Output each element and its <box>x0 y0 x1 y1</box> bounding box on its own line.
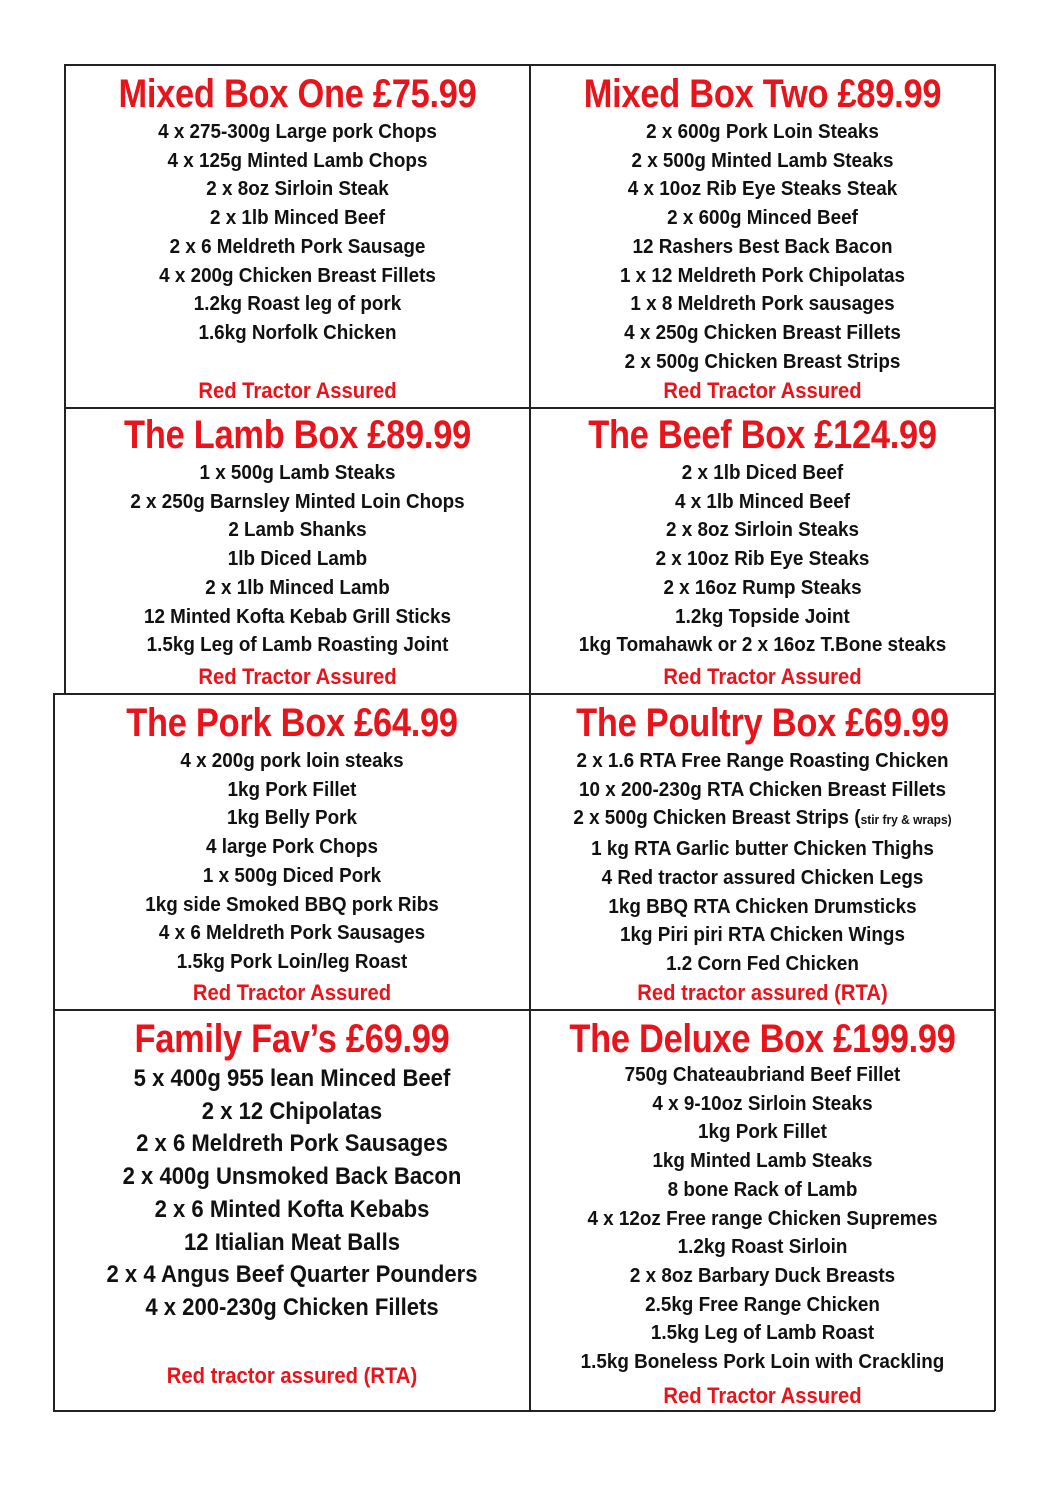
list-item: 4 Red tractor assured Chicken Legs <box>601 865 924 889</box>
item-list <box>531 747 994 979</box>
list-item: 1 kg RTA Garlic butter Chicken Thighs <box>591 837 934 861</box>
item-list <box>531 118 994 376</box>
box-title: The Lamb Box £89.99 <box>124 413 471 457</box>
box-title: The Pork Box £64.99 <box>126 701 458 745</box>
list-item: 2 x 1lb Minced Beef <box>209 206 386 230</box>
list-item: 4 x 275-300g Large pork Chops <box>158 120 437 143</box>
item-note: stir fry & wraps) <box>860 812 952 828</box>
list-item: 4 x 12oz Free range Chicken Supremes <box>587 1206 938 1230</box>
list-item: 1kg Pork Fillet <box>227 777 357 801</box>
list-item: 1 x 500g Lamb Steaks <box>199 461 396 484</box>
list-item: 2 x 8oz Sirloin Steaks <box>666 518 859 542</box>
box-pork <box>55 695 529 1009</box>
list-item: 4 x 6 Meldreth Pork Sausages <box>158 921 426 945</box>
list-item: 1kg Minted Lamb Steaks <box>652 1149 873 1173</box>
list-item: 4 x 9-10oz Sirloin Steaks <box>652 1091 873 1115</box>
grid-line-right <box>994 64 996 1411</box>
list-item: 10 x 200-230g RTA Chicken Breast Fillets <box>579 777 946 801</box>
list-item: 1kg side Smoked BBQ pork Ribs <box>145 892 439 916</box>
list-item: 1kg BBQ RTA Chicken Drumsticks <box>608 894 917 918</box>
item-text: 2 x 500g Chicken Breast Strips ( <box>573 806 861 830</box>
item-list <box>531 1061 994 1377</box>
list-item: 1 x 12 Meldreth Pork Chipolatas <box>619 263 906 287</box>
box-mixed-two <box>531 66 994 407</box>
grid-line-bottom <box>53 1410 995 1412</box>
list-item: 2 x 600g Pork Loin Steaks <box>646 120 879 143</box>
list-item: 12 Rashers Best Back Bacon <box>632 234 893 258</box>
box-title: The Deluxe Box £199.99 <box>569 1017 956 1061</box>
assurance-label: Red tractor assured (RTA) <box>637 980 888 1005</box>
list-item: 2 x 1lb Minced Lamb <box>205 575 390 599</box>
list-item: 2 x 8oz Barbary Duck Breasts <box>629 1263 896 1287</box>
box-title: Mixed Box Two £89.99 <box>583 72 942 116</box>
list-item: 2 x 10oz Rib Eye Steaks <box>655 547 870 571</box>
box-lamb <box>66 409 529 693</box>
list-item: 1.5kg Pork Loin/leg Roast <box>176 949 408 973</box>
assurance-label: Red Tractor Assured <box>198 378 397 403</box>
item-list <box>531 459 994 660</box>
list-item <box>550 804 976 835</box>
assurance-label: Red tractor assured (RTA) <box>166 1363 418 1388</box>
list-item: 2 x 1lb Diced Beef <box>681 461 844 484</box>
list-item: 1kg Belly Pork <box>226 806 357 830</box>
list-item: 2 x 4 Angus Beef Quarter Pounders <box>106 1261 478 1289</box>
list-item: 4 x 200-230g Chicken Fillets <box>145 1293 439 1321</box>
assurance-label: Red Tractor Assured <box>663 664 862 689</box>
list-item: 4 x 10oz Rib Eye Steaks Steak <box>627 177 898 201</box>
box-family-favs <box>55 1011 529 1410</box>
list-item: 4 large Pork Chops <box>206 835 378 859</box>
list-item: 2 x 8oz Sirloin Steak <box>206 177 389 201</box>
list-item: 1 x 8 Meldreth Pork sausages <box>630 292 895 316</box>
list-item: 1.5kg Leg of Lamb Roasting Joint <box>146 633 449 657</box>
box-poultry <box>531 695 994 1009</box>
list-item: 5 x 400g 955 lean Minced Beef <box>133 1065 451 1092</box>
list-item: 2 x 6 Minted Kofta Kebabs <box>154 1195 430 1223</box>
list-item: 4 x 200g pork loin steaks <box>180 749 404 772</box>
list-item: 4 x 1lb Minced Beef <box>674 489 851 513</box>
box-title: Mixed Box One £75.99 <box>118 72 477 116</box>
assurance-label: Red Tractor Assured <box>198 664 397 689</box>
list-item: 4 x 250g Chicken Breast Fillets <box>624 320 901 344</box>
list-item: 2 x 6 Meldreth Pork Sausage <box>169 234 426 258</box>
box-title: The Poultry Box £69.99 <box>576 701 949 745</box>
list-item: 1 x 500g Diced Pork <box>202 863 382 887</box>
item-list <box>66 118 529 348</box>
list-item: 1.5kg Boneless Pork Loin with Crackling <box>580 1350 945 1374</box>
list-item: 12 Minted Kofta Kebab Grill Sticks <box>143 604 452 628</box>
list-item: 1.2 Corn Fed Chicken <box>666 951 859 975</box>
list-item: 1.2kg Roast Sirloin <box>677 1235 848 1259</box>
list-item: 1.6kg Norfolk Chicken <box>198 320 397 344</box>
list-item: 2 x 250g Barnsley Minted Loin Chops <box>130 489 465 513</box>
list-item: 2 Lamb Shanks <box>228 518 367 542</box>
assurance-label: Red Tractor Assured <box>663 1383 862 1408</box>
list-item: 12 Itialian Meat Balls <box>184 1228 400 1256</box>
assurance-label: Red Tractor Assured <box>663 378 862 403</box>
list-item: 2 x 400g Unsmoked Back Bacon <box>122 1163 462 1191</box>
list-item: 2 x 1.6 RTA Free Range Roasting Chicken <box>576 749 949 772</box>
list-item: 2.5kg Free Range Chicken <box>645 1292 880 1316</box>
item-list <box>55 1063 529 1325</box>
list-item: 1kg Piri piri RTA Chicken Wings <box>620 923 905 947</box>
list-item: 2 x 600g Minced Beef <box>667 206 858 230</box>
list-item: 1kg Tomahawk or 2 x 16oz T.Bone steaks <box>578 633 947 657</box>
item-list <box>55 747 529 977</box>
list-item: 8 bone Rack of Lamb <box>667 1177 858 1201</box>
list-item: 1lb Diced Lamb <box>227 547 368 571</box>
list-item: 2 x 500g Chicken Breast Strips <box>624 349 901 373</box>
box-deluxe <box>531 1011 994 1410</box>
list-item: 1.2kg Roast leg of pork <box>193 292 402 316</box>
list-item: 2 x 6 Meldreth Pork Sausages <box>136 1130 448 1158</box>
box-title: Family Fav’s £69.99 <box>134 1017 450 1061</box>
list-item: 2 x 500g Minted Lamb Steaks <box>631 148 894 172</box>
list-item: 1.2kg Topside Joint <box>675 604 850 628</box>
list-item: 750g Chateaubriand Beef Fillet <box>624 1063 901 1086</box>
list-item: 2 x 12 Chipolatas <box>201 1097 383 1125</box>
box-beef <box>531 409 994 693</box>
box-title: The Beef Box £124.99 <box>588 413 937 457</box>
box-mixed-one <box>66 66 529 407</box>
list-item: 1.5kg Leg of Lamb Roast <box>650 1321 875 1345</box>
list-item: 2 x 16oz Rump Steaks <box>663 575 862 599</box>
list-item: 4 x 200g Chicken Breast Fillets <box>159 263 436 287</box>
list-item: 4 x 125g Minted Lamb Chops <box>167 148 428 172</box>
assurance-label: Red Tractor Assured <box>192 980 392 1005</box>
list-item: 1kg Pork Fillet <box>698 1120 827 1144</box>
item-list <box>66 459 529 660</box>
